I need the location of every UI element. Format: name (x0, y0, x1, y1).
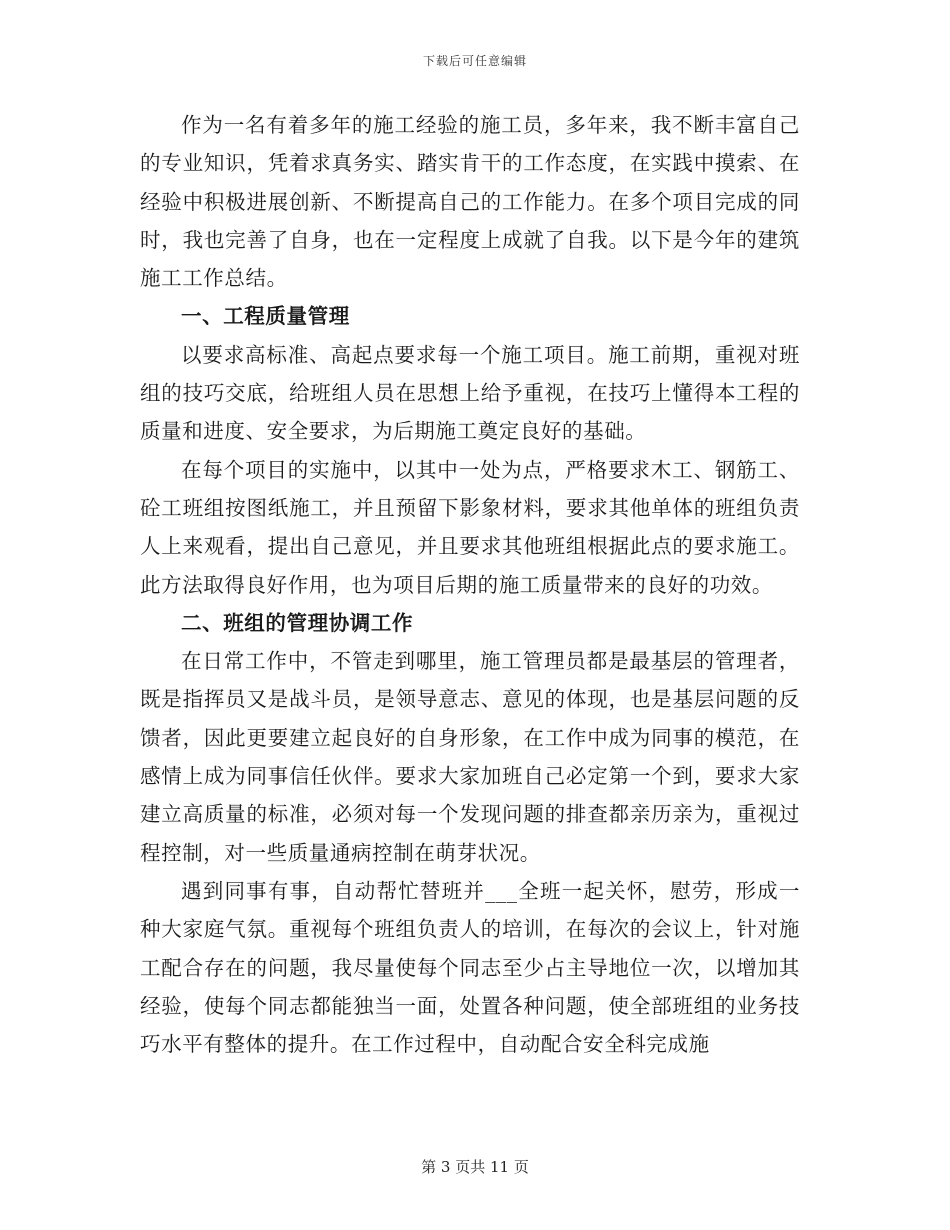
section-heading-team: 二、班组的管理协调工作 (181, 610, 414, 635)
page-header: 下载后可任意编辑 (422, 54, 527, 68)
intro-paragraph: 作为一名有着多年的施工经验的施工员，多年来，我不断丰富自己的专业知识，凭着求真务实、踏实肯干的工作态度，在实践中摸索、在经验中积极进展创新、不断提高自己的工作能力。在多个项目完成的同时，我也完善了自身，也在一定程度上成就了自我。以下是今年的建筑施工工作总结。 (140, 113, 800, 291)
quality-paragraph-2: 在每个项目的实施中，以其中一处为点，严格要求木工、钢筋工、砼工班组按图纸施工，并且预留下影象材料，要求其他单体的班组负责人上来观看，提出自己意见，并且要求其他班组根据此点的要求施工。此方法取得良好作用，也为项目后期的施工质量带来的良好的功效。 (140, 457, 800, 597)
team-paragraph-2: 遇到同事有事，自动帮忙替班并___全班一起关怀，慰劳，形成一种大家庭气氛。重视每个班组负责人的培训，在每次的会议上，针对施工配合存在的问题，我尽量使每个同志至少占主导地位一次，以增加其经验，使每个同志都能独当一面，处置各种问题，使全部班组的业务技巧水平有整体的提升。在工作过程中，自动配合安全科完成施 (140, 878, 800, 1057)
team-paragraph-1: 在日常工作中，不管走到哪里，施工管理员都是最基层的管理者，既是指挥员又是战斗员，是领导意志、意见的体现，也是基层问题的反馈者，因此更要建立起良好的自身形象，在工作中成为同事的模范，在感情上成为同事信任伙伴。要求大家加班自己必定第一个到，要求大家建立高质量的标准，必须对每一个发现问题的排查都亲历亲为，重视过程控制，对一些质量通病控制在萌芽状况。 (140, 649, 800, 865)
quality-paragraph-1: 以要求高标准、高起点要求每一个施工项目。施工前期，重视对班组的技巧交底，给班组人员在思想上给予重视，在技巧上懂得本工程的质量和进度、安全要求，为后期施工奠定良好的基础。 (140, 342, 800, 444)
section-heading-quality: 一、工程质量管理 (181, 304, 350, 329)
document-body (140, 106, 800, 1063)
page-number: 第 3 页共 11 页 (421, 1158, 529, 1176)
